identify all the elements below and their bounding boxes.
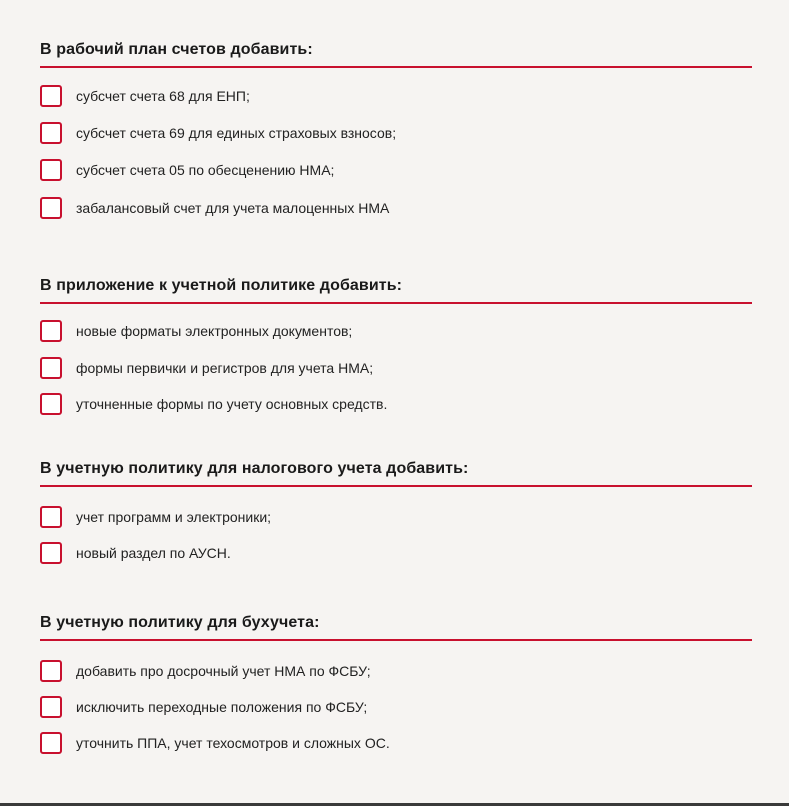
checkbox[interactable] — [40, 122, 62, 144]
checkbox[interactable] — [40, 660, 62, 682]
checkbox[interactable] — [40, 357, 62, 379]
checklist-item-label: новый раздел по АУСН. — [76, 545, 231, 561]
checklist-item[interactable] — [40, 355, 373, 381]
section-title: В приложение к учетной политике добавить: — [40, 276, 752, 304]
checklist-item-label: уточнить ППА, учет техосмотров и сложных ОС. — [76, 735, 390, 751]
checklist-item-label: субсчет счета 68 для ЕНП; — [76, 88, 250, 104]
checklist-item[interactable] — [40, 83, 250, 109]
checklist-item-label: уточненные формы по учету основных средств. — [76, 396, 388, 412]
checklist-item[interactable] — [40, 658, 371, 684]
checklist-item[interactable] — [40, 157, 334, 183]
section-accounting-policy-appendix — [40, 276, 752, 412]
checklist-item-label: учет программ и электроники; — [76, 509, 272, 525]
checklist-item[interactable] — [40, 694, 367, 720]
checklist-item[interactable] — [40, 730, 390, 756]
checkbox[interactable] — [40, 320, 62, 342]
section-bookkeeping-policy — [40, 613, 752, 751]
checklist-item[interactable] — [40, 195, 389, 221]
section-chart-of-accounts — [40, 40, 752, 216]
checklist-item-label: формы первички и регистров для учета НМА; — [76, 360, 374, 376]
checklist-item[interactable] — [40, 504, 271, 530]
checklist-item-label: новые форматы электронных документов; — [76, 323, 353, 339]
checklist-item[interactable] — [40, 120, 396, 146]
checklist-item[interactable] — [40, 391, 387, 417]
section-title: В учетную политику для налогового учета добавить: — [40, 459, 752, 487]
checkbox[interactable] — [40, 197, 62, 219]
section-title: В рабочий план счетов добавить: — [40, 40, 752, 68]
checklist-item-label: добавить про досрочный учет НМА по ФСБУ; — [76, 663, 371, 679]
checklist-item-label: забалансовый счет для учета малоценных НМА — [76, 200, 390, 216]
section-title: В учетную политику для бухучета: — [40, 613, 752, 641]
checkbox[interactable] — [40, 393, 62, 415]
checklist-item-label: субсчет счета 69 для единых страховых взносов; — [76, 125, 397, 141]
checkbox[interactable] — [40, 732, 62, 754]
checkbox[interactable] — [40, 506, 62, 528]
checkbox[interactable] — [40, 542, 62, 564]
checklist-item[interactable] — [40, 540, 231, 566]
checkbox[interactable] — [40, 696, 62, 718]
section-tax-accounting-policy — [40, 459, 752, 561]
checkbox[interactable] — [40, 85, 62, 107]
checklist-item-label: субсчет счета 05 по обесценению НМА; — [76, 162, 335, 178]
checkbox[interactable] — [40, 159, 62, 181]
checklist-item[interactable] — [40, 318, 352, 344]
checklist-item-label: исключить переходные положения по ФСБУ; — [76, 699, 368, 715]
